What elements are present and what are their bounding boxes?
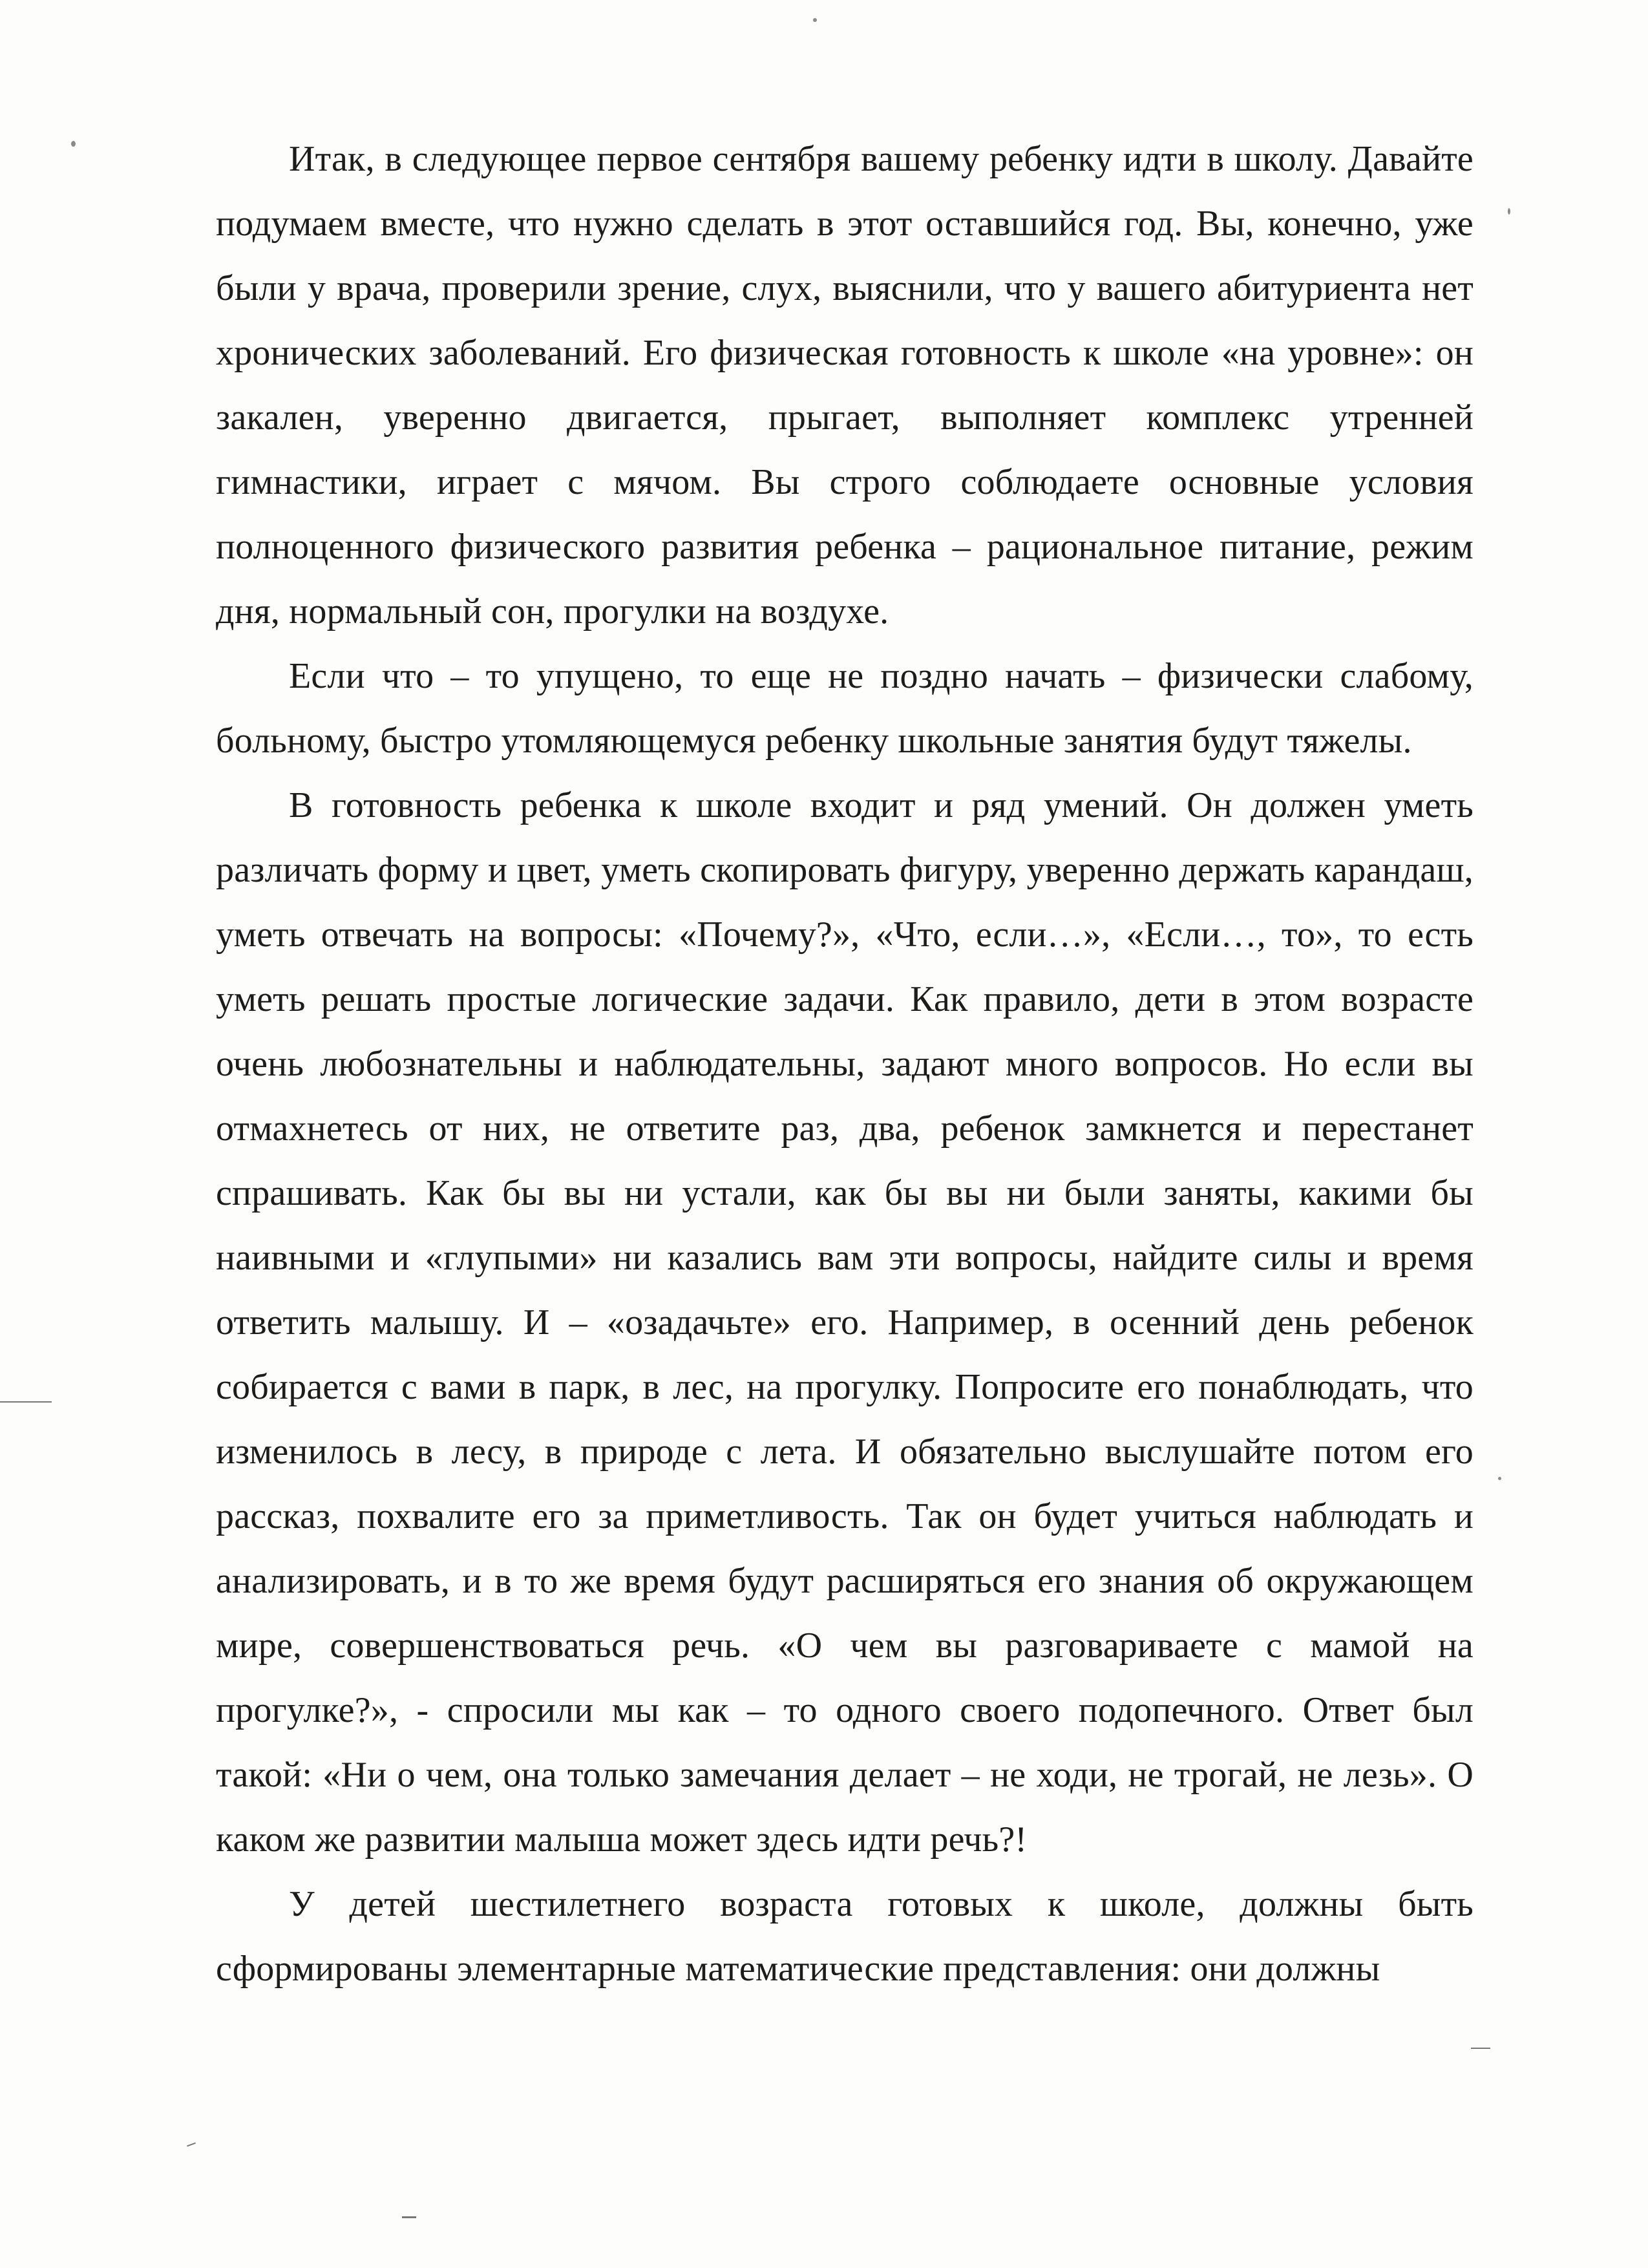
scan-speck [71,141,76,147]
scan-speck [1498,1477,1501,1480]
paragraph-1: Итак, в следующее первое сентября вашему ребенку идти в школу. Давайте подумаем вместе, что нужно сделать в этот оставшийся год. Вы, конечно, уже были у врача, проверили зрение, слух, выяснили, что у вашего абитуриента нет хронических заболеваний. Его физическая готовность к школе «на уровне»: он закален, уверенно двигается, прыгает, выполняет комплекс утренней гимнастики, играет с мячом. Вы строго соблюдаете основные условия полноценного физического развития ребенка – рациональное питание, режим дня, нормальный сон, прогулки на воздухе. [216,139,1474,631]
scan-speck [1508,208,1510,215]
paragraph-4: У детей шестилетнего возраста готовых к школе, должны быть сформированы элементарные математические представления: они должны [216,1884,1474,1989]
document-body [216,127,1474,2001]
paragraph-3: В готовность ребенка к школе входит и ряд умений. Он должен уметь различать форму и цвет, уметь скопировать фигуру, уверенно держать карандаш, уметь отвечать на вопросы: «Почему?», «Что, если…», «Если…, то», то есть уметь решать простые логические задачи. Как правило, дети в этом возрасте очень любознательны и наблюдательны, задают много вопросов. Но если вы отмахнетесь от них, не ответите раз, два, ребенок замкнется и перестанет спрашивать. Как бы вы ни устали, как бы вы ни были заняты, какими бы наивными и «глупыми» ни казались вам эти вопросы, найдите силы и время ответить малышу. И – «озадачьте» его. Например, в осенний день ребенок собирается с вами в парк, в лес, на прогулку. Попросите его понаблюдать, что изменилось в лесу, в природе с лета. И обязательно выслушайте потом его рассказ, похвалите его за приметливость. Так он будет учиться наблюдать и анализировать, и в то же время будут расширяться его знания об окружающем мире, совершенствоваться речь. «О чем вы разговариваете с мамой на прогулке?», - спросили мы как – то одного своего подопечного. Ответ был такой: «Ни о чем, она только замечания делает – не ходи, не трогай, не лезь». О каком же развитии малыша может здесь идти речь?! [216,785,1474,1860]
scan-mark [0,1401,52,1403]
scan-mark [402,2216,416,2218]
scan-mark [187,2143,196,2147]
scan-mark [1471,2048,1490,2049]
paragraph-2: Если что – то упущено, то еще не поздно начать – физически слабому, больному, быстро утомляющемуся ребенку школьные занятия будут тяжелы. [216,656,1474,761]
scan-speck [813,18,817,22]
